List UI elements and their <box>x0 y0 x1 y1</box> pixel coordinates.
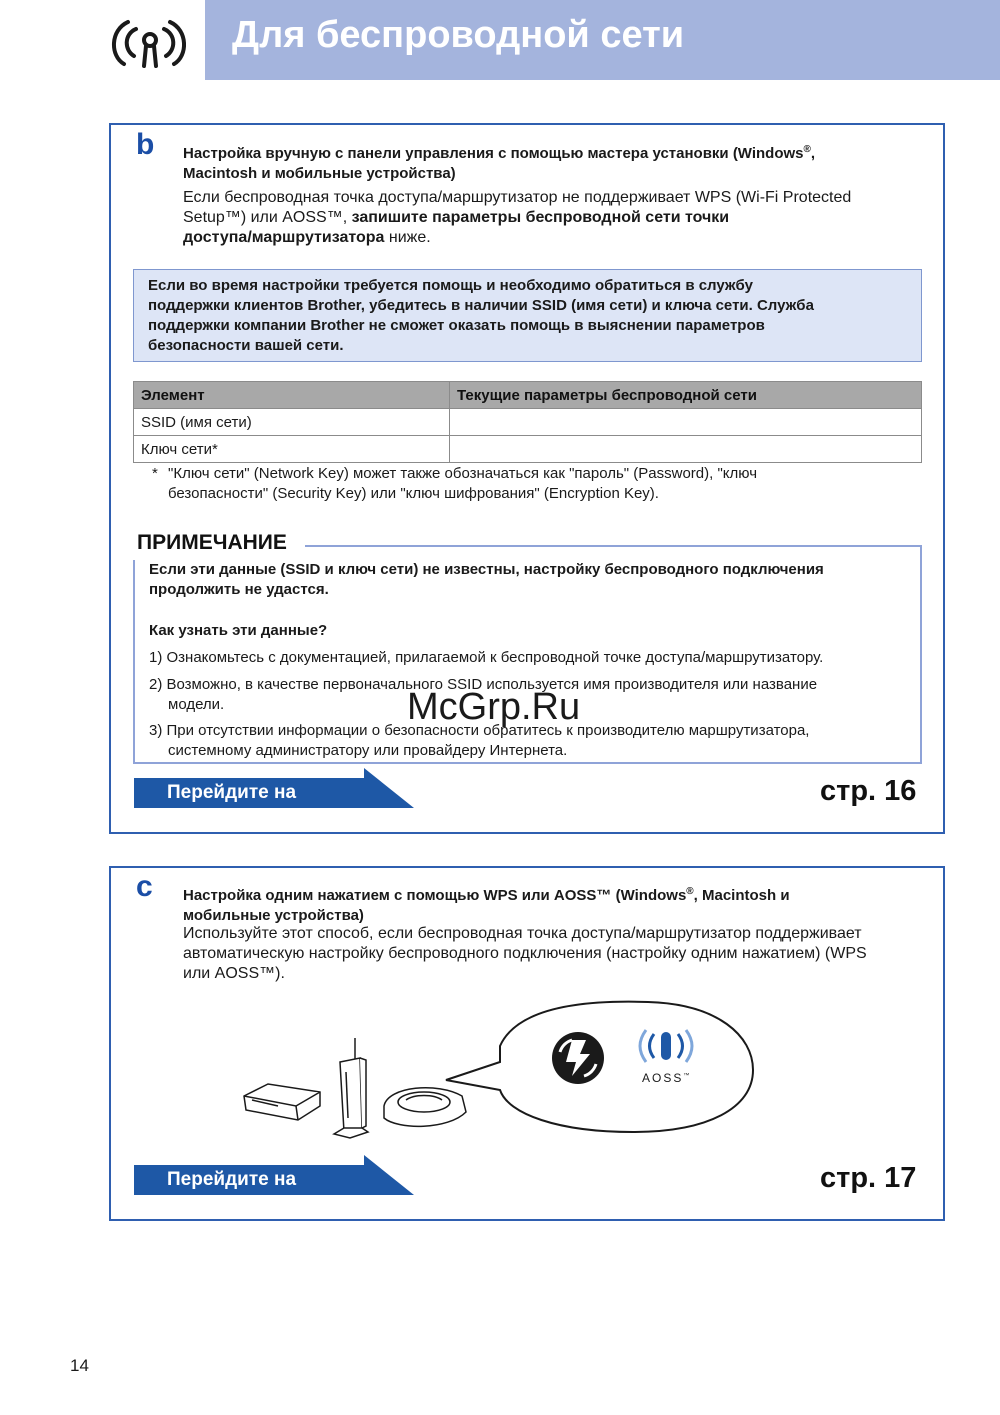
support-info-box <box>133 269 922 362</box>
footnote-line: "Ключ сети" (Network Key) может также обозначаться как "пароль" (Password), "ключ <box>168 465 758 482</box>
note-item-line: модели. <box>168 696 225 713</box>
step-b-letter: b <box>136 128 155 161</box>
step-b-heading <box>183 140 815 184</box>
note-item-line: системному администратору или провайдеру Интернета. <box>168 742 568 759</box>
paragraph-line: или AOSS™). <box>183 965 285 982</box>
paragraph-line: Setup™) или AOSS™, <box>183 209 352 226</box>
heading-text: Настройка вручную с панели управления с помощью мастера установки (Windows <box>183 145 804 162</box>
table-cell: SSID (имя сети) <box>134 409 450 436</box>
page-title: Для беспроводной сети <box>232 14 685 56</box>
flat-router-icon <box>244 1084 320 1120</box>
note-border-right <box>920 545 922 764</box>
footnote <box>168 464 757 504</box>
note-item-1: 1) Ознакомьтесь с документацией, прилагаемой к беспроводной точке доступа/маршрутизатору. <box>149 649 824 666</box>
note-border-left <box>133 560 135 764</box>
aoss-label <box>642 1071 691 1085</box>
note-warning-line: Если эти данные (SSID и ключ сети) не известны, настройку беспроводного подключения <box>149 561 824 578</box>
wps-icon <box>552 1032 604 1084</box>
wireless-params-table <box>133 381 922 463</box>
aoss-text: AOSS <box>642 1071 684 1085</box>
paragraph-bold: запишите параметры беспроводной сети точки <box>351 209 730 226</box>
tower-router-icon <box>334 1038 368 1138</box>
footnote-line: безопасности" (Security Key) или "ключ шифрования" (Encryption Key). <box>168 485 659 502</box>
step-b-paragraph <box>183 188 851 248</box>
wireless-icon <box>104 12 200 72</box>
heading-text-end: , <box>810 145 816 162</box>
note-border-bottom <box>133 762 922 764</box>
note-divider <box>305 545 922 547</box>
aoss-tm: ™ <box>683 1073 692 1079</box>
note-item-line: 3) При отсутствии информации о безопасности обратитесь к производителю маршрутизатора, <box>149 722 810 739</box>
support-line: поддержки компании Brother не сможет оказать помощь в выяснении параметров <box>148 317 765 334</box>
table-header-row <box>134 382 922 409</box>
table-row <box>134 409 922 436</box>
registered-mark: ® <box>686 886 694 897</box>
table-cell-blank <box>450 409 922 436</box>
go-to-label[interactable]: Перейдите на <box>167 782 297 803</box>
note-warning <box>149 560 824 600</box>
watermark: McGrp.Ru <box>407 686 581 728</box>
table-row <box>134 436 922 463</box>
heading-text-end: , Macintosh и <box>693 887 790 904</box>
step-c-letter: c <box>136 870 153 903</box>
page-reference-16[interactable]: стр. 16 <box>820 775 917 807</box>
table-cell-blank <box>450 436 922 463</box>
note-how-title: Как узнать эти данные? <box>149 622 328 639</box>
heading-text: Настройка одним нажатием с помощью WPS или AOSS™ (Windows <box>183 887 687 904</box>
step-c-paragraph <box>183 924 867 984</box>
page-reference-17[interactable]: стр. 17 <box>820 1162 917 1194</box>
paragraph-line: Используйте этот способ, если беспроводная точка доступа/маршрутизатор поддерживает <box>183 925 862 942</box>
heading-text-line2: Macintosh и мобильные устройства) <box>183 165 456 182</box>
note-item-line: 2) Возможно, в качестве первоначального SSID используется имя производителя или название <box>149 676 818 693</box>
go-to-label[interactable]: Перейдите на <box>167 1169 297 1190</box>
footnote-marker: * <box>152 465 158 482</box>
table-cell: Ключ сети* <box>134 436 450 463</box>
round-router-icon <box>384 1088 466 1127</box>
note-warning-line: продолжить не удастся. <box>149 581 329 598</box>
registered-mark: ® <box>803 144 811 155</box>
page-number: 14 <box>70 1356 89 1375</box>
table-header-current: Текущие параметры беспроводной сети <box>450 382 922 409</box>
paragraph-line: ниже. <box>384 229 431 246</box>
step-c-heading <box>183 882 790 926</box>
note-title: ПРИМЕЧАНИЕ <box>137 531 287 554</box>
table-header-element: Элемент <box>134 382 450 409</box>
support-line: безопасности вашей сети. <box>148 337 344 354</box>
paragraph-line: Если беспроводная точка доступа/маршрутизатор не поддерживает WPS (Wi-Fi Protected <box>183 189 852 206</box>
paragraph-bold: доступа/маршрутизатора <box>183 229 385 246</box>
heading-text-line2: мобильные устройства) <box>183 907 364 924</box>
support-line: поддержки клиентов Brother, убедитесь в наличии SSID (имя сети) и ключа сети. Служба <box>148 297 814 314</box>
paragraph-line: автоматическую настройку беспроводного подключения (настройку одним нажатием) (WPS <box>183 945 867 962</box>
support-line: Если во время настройки требуется помощь и необходимо обратиться в службу <box>148 277 753 294</box>
